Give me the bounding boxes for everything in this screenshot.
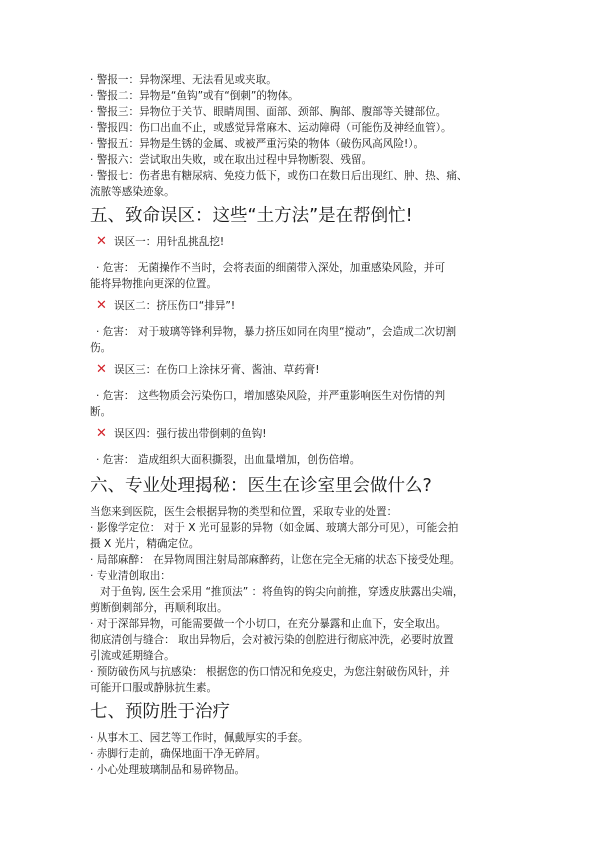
section-6-title: 六、专业处理揭秘：医生在诊室里会做什么? [90, 476, 432, 496]
document-page [90, 72, 508, 778]
warning-list [90, 72, 508, 200]
section-5-title: 五、致命误区：这些“土方法”是在帮倒忙! [90, 206, 413, 226]
treatment-item: · 局部麻醉： 在异物周围注射局部麻醉药，让您在完全无痛的状态下接受处理。 [90, 554, 461, 566]
myth-harm-cont: 伤。 [90, 342, 112, 354]
warning-item-4: · 警报四：伤口出血不止，或感觉异常麻木、运动障碍（可能伤及神经血管）。 [90, 122, 452, 134]
warning-item-7: · 警报七：伤者患有糖尿病、免疫力低下，或伤口在数日后出现红、肿、热、痛、 [90, 170, 468, 182]
myth-1 [90, 234, 508, 292]
myth-harm: · 危害： 造成组织大面积撕裂，出血量增加，创伤倍增。 [96, 454, 361, 466]
myth-2 [90, 298, 508, 356]
prevention-list [90, 730, 508, 778]
treatment-item-cont: 引流或延期缝合。 [90, 650, 175, 662]
treatment-item-cont: 摄 X 光片，精确定位。 [90, 538, 200, 550]
warning-item-1: · 警报一：异物深埋、无法看见或夹取。 [90, 74, 277, 86]
myth-4 [90, 426, 508, 468]
treatment-item: · 对于深部异物，可能需要做一个小切口，在充分暴露和止血下，安全取出。 [90, 618, 447, 630]
warning-item-2: · 警报二：异物是“鱼钩”或有“倒刺”的物体。 [90, 90, 299, 102]
treatment-item: · 预防破伤风与抗感染： 根据您的伤口情况和免疫史，为您注射破伤风针，并 [90, 666, 450, 678]
myth-harm: · 危害： 无菌操作不当时，会将表面的细菌带入深处，加重感染风险，并可 [96, 262, 446, 274]
myth-label: 误区一：用针乱挑乱挖! [114, 236, 225, 248]
prevention-item: · 赤脚行走前，确保地面干净无碎屑。 [90, 748, 267, 760]
warning-item-6: · 警报六：尝试取出失败，或在取出过程中异物断裂、残留。 [90, 154, 373, 166]
red-x-icon: ✕ [96, 298, 107, 313]
treatment-item: · 影像学定位： 对于 X 光可显影的异物（如金属、玻璃大部分可见），可能会拍 [90, 522, 459, 534]
myth-harm: · 危害： 对于玻璃等锋利异物，暴力挤压如同在肉里“搅动”，会造成二次切割 [96, 326, 457, 338]
treatment-item-cont: 剪断倒刺部分，再顺利取出。 [90, 602, 228, 614]
red-x-icon: ✕ [96, 362, 107, 377]
treatment-intro: 当您来到医院，医生会根据异物的类型和位置，采取专业的处置： [90, 506, 398, 518]
warning-item-3: · 警报三：异物位于关节、眼睛周围、面部、颈部、胸部、腹部等关键部位。 [90, 106, 447, 118]
myth-label: 误区二：挤压伤口“排异”! [114, 300, 236, 312]
prevention-item: · 从事木工、园艺等工作时，佩戴厚实的手套。 [90, 732, 309, 744]
treatment-list [90, 504, 508, 696]
treatment-item: 彻底清创与缝合： 取出异物后，会对被污染的创腔进行彻底冲洗，必要时放置 [90, 634, 454, 646]
myth-label: 误区四：强行拔出带倒刺的鱼钩! [114, 428, 267, 440]
red-x-icon: ✕ [96, 234, 107, 249]
myth-label: 误区三：在伤口上涂抹牙膏、酱油、草药膏! [114, 364, 320, 376]
myth-harm: · 危害： 这些物质会污染伤口，增加感染风险，并严重影响医生对伤情的判 [96, 390, 446, 402]
treatment-item-cont: 可能开口服或静脉抗生素。 [90, 682, 218, 694]
myth-3 [90, 362, 508, 420]
prevention-item: · 小心处理玻璃制品和易碎物品。 [90, 764, 246, 776]
myth-harm-cont: 能将异物推向更深的位置。 [90, 278, 218, 290]
treatment-item-cont: 对于鱼钩, 医生会采用 “推顶法” ：将鱼钩的钩尖向前推，穿透皮肤露出尖端， [100, 586, 464, 598]
warning-item-7-cont: 流脓等感染迹象。 [90, 186, 175, 198]
red-x-icon: ✕ [96, 426, 107, 441]
treatment-item: · 专业清创取出： [90, 570, 171, 582]
myth-harm-cont: 断。 [90, 406, 112, 418]
section-7-title: 七、预防胜于治疗 [90, 702, 230, 722]
warning-item-5: · 警报五：异物是生锈的金属、或被严重污染的物体（破伤风高风险!）。 [90, 138, 425, 150]
